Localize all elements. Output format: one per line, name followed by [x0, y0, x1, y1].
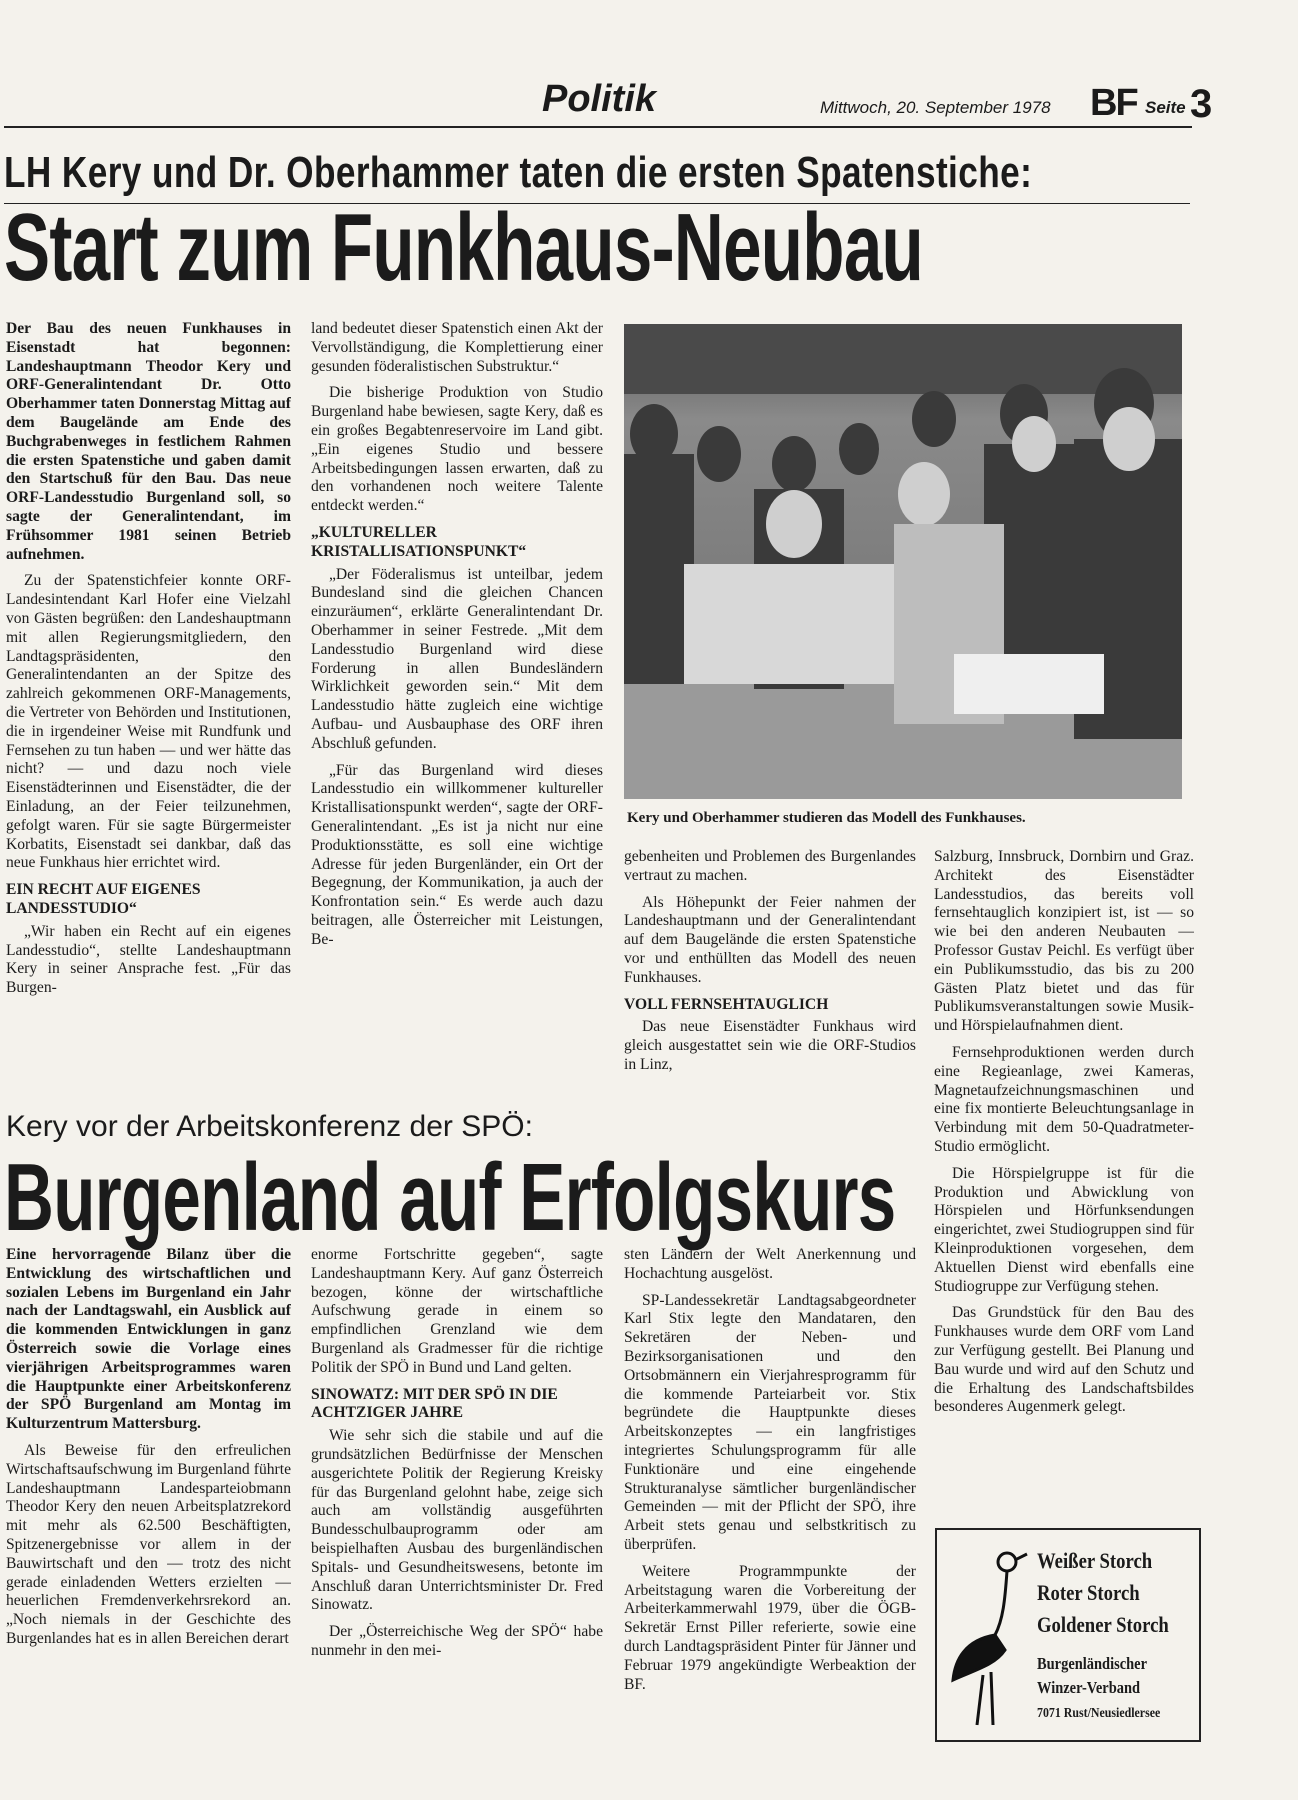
- article1-column-3: [624, 848, 916, 1098]
- article1-paragraph: „Der Föderalismus ist unteilbar, jedem Bundesland sind die gleichen Chancen einzuräumen“, erklärte Generalintendant Dr. Oberhammer in seiner Festrede. „Mit dem Landesstudio Burgenland wird diese Forderung in allen Bundesländern Wirklichkeit geworden sein.“ Mit dem Landesstudio hätte zugleich eine wichtige Aufbau- und Ausbauphase des ORF ihren Abschluß gefunden.: [311, 565, 603, 752]
- article1-subheading: EIN RECHT AUF EIGENES LANDESSTUDIO“: [6, 881, 201, 917]
- article2-column-3: [624, 1246, 916, 1736]
- article1-column-1: [6, 320, 291, 1070]
- article2-column-2: [311, 1246, 603, 1776]
- article1-paragraph: Salzburg, Innsbruck, Dornbirn und Graz. Architekt des Eisenstädter Landesstudios, das bereits voll fernsehtauglich konzipiert ist, ist — so wie bei den anderen Neubauten — Professor Gustav Peichl. Es verfügt über ein Publikumsstudio, das bis zu 200 Gästen Platz bietet und das für Publikumsveranstaltungen sowie Musik- und Hörspielaufnahmen dient.: [934, 848, 1194, 1035]
- article2-subheading: SINOWATZ: MIT DER SPÖ IN DIE ACHTZIGER JAHRE: [311, 1385, 558, 1422]
- article1-paragraph: Zu der Spatenstichfeier konnte ORF-Landesintendant Karl Hofer eine Vielzahl von Gästen begrüßen: den Landeshauptmann mit allen Regierungsmitgliedern, den Landtagspräsidenten, den Generalintendanten an der Spitze des zahlreich gekommenen ORF-Managements, die Vertreter von Behörden und Institutionen, die in irgendeiner Weise mit Rundfunk und Fernsehen zu tun haben — und wer hätte das nicht? — und dazu noch viele Eisenstädterinnen und Eisenstädter, die der Einladung, an der Feier teilzunehmen, gefolgt waren. Für sie sagte Bürgermeister Korbatits, Eisenstadt sei dankbar, daß das neue Funkhaus hier errichtet wird.: [6, 572, 291, 872]
- article2-paragraph: Weitere Programmpunkte der Arbeitstagung waren die Vorbereitung der Arbeiterkammerwahl 1979, über die ÖGB-Sekretär Ernst Piller referierte, sowie eine durch Landtagspräsident Pinter für Jänner und Februar 1979 angekündigte Werbeaktion der BF.: [624, 1562, 916, 1693]
- article2-paragraph: enorme Fortschritte gegeben“, sagte Landeshauptmann Kery. Auf ganz Österreich bezogen, könne der wirtschaftliche Aufschwung gerade in einem so empfindlichen Grenzland wie dem Burgenland als Gradmesser für die richtige Politik der SPÖ in Bund und Land gelten.: [311, 1246, 603, 1376]
- article1-paragraph: Das neue Eisenstädter Funkhaus wird gleich ausgestattet sein wie die ORF-Studios in Linz,: [624, 1018, 916, 1073]
- advert-line-1: Weißer Storch: [1037, 1548, 1153, 1573]
- article1-lead: Der Bau des neuen Funkhauses in Eisenstadt hat begonnen: Landeshauptmann Theodor Kery und ORF-Generalintendant Dr. Otto Oberhammer taten Donnerstag Mittag auf dem Baugelände am Ende des Buchgrabenweges in festlichem Rahmen die ersten Spatenstiche und gaben damit den Startschuß für den Bau. Das neue ORF-Landesstudio Burgenland soll, so sagte der Generalintendant, im Frühsommer 1981 seinen Betrieb aufnehmen.: [6, 320, 291, 563]
- stork-icon: [945, 1540, 1031, 1730]
- issue-date: Mittwoch, 20. September 1978: [820, 98, 1051, 117]
- news-photo: [624, 324, 1182, 799]
- article1-paragraph: „Für das Burgenland wird dieses Landesstudio ein willkommener kultureller Kristallisationspunkt werden“, sagte der ORF-Generalintendant. „Es ist ja nicht nur eine Produktionsstätte, es soll eine wichtige Adresse für jeden Burgenländer, ein Ort der Begegnung, der Kommunikation, ja auch der Konfrontation sein.“ Es werde auch dazu beitragen, alle Österreicher mit Leistungen, Be-: [311, 761, 603, 948]
- advert-line-5: Winzer-Verband: [1037, 1678, 1141, 1697]
- page-label: Seite: [1145, 98, 1186, 117]
- newspaper-logo: BF: [1090, 82, 1137, 124]
- article2-paragraph: SP-Landessekretär Landtagsabgeordneter Karl Stix legte den Mandataren, den Sekretären der Neben- und Bezirksorganisationen und den Ortsobmännern ein Vierjahresprogramm für die kommende Parteiarbeit vor. Stix begründete die Hauptpunkte dieses Arbeitskonzeptes — ein langfristiges integriertes Schulungsprogramm für alle Funktionäre und eine eingehende Strukturanalyse sämtlicher burgenländischer Gemeinden — mit der Pflicht der SPÖ, ihre Arbeit stets genau und selbstkritisch zu überprüfen.: [624, 1291, 916, 1553]
- article2-column-1: [6, 1246, 291, 1776]
- photo-caption: Kery und Oberhammer studieren das Modell des Funkhauses.: [627, 810, 1026, 826]
- article2-kicker: Kery vor der Arbeitskonferenz der SPÖ:: [6, 1110, 533, 1143]
- article2-lead: Eine hervorragende Bilanz über die Entwicklung des wirtschaftlichen und sozialen Lebens im Burgenland ein Jahr nach der Landtagswahl, ein Ausblick auf die kommenden Entwicklungen in ganz Österreich sowie die Vorlage eines vierjährigen Arbeitsprogrammes waren die Hauptpunkte einer Arbeitskonferenz der SPÖ Burgenland am Montag im Kulturzentrum Mattersburg.: [6, 1246, 291, 1433]
- photo-image: [624, 324, 1182, 799]
- article1-subheading: „KULTURELLER KRISTALLISATIONSPUNKT“: [311, 523, 527, 560]
- article1-paragraph: gebenheiten und Problemen des Burgenlandes vertraut zu machen.: [624, 848, 916, 884]
- advert-line-2: Roter Storch: [1037, 1580, 1140, 1605]
- article2-paragraph: sten Ländern der Welt Anerkennung und Hochachtung ausgelöst.: [624, 1246, 916, 1282]
- article1-paragraph: Das Grundstück für den Bau des Funkhauses wurde dem ORF vom Land zur Verfügung gestellt. Bei Planung und Bau wurde und wird auf den Schutz und die Erhaltung des Landschaftsbildes besonderes Augenmerk gelegt.: [934, 1304, 1194, 1416]
- article1-subheading: VOLL FERNSEHTAUGLICH: [624, 995, 829, 1013]
- article2-headline: Burgenland auf Erfolgskurs: [4, 1144, 896, 1251]
- advert-line-6: 7071 Rust/Neusiedlersee: [1037, 1706, 1161, 1721]
- article1-kicker: LH Kery und Dr. Oberhammer taten die ersten Spatenstiche:: [4, 148, 1033, 197]
- article1-headline: Start zum Funkhaus-Neubau: [4, 194, 924, 301]
- article1-paragraph: Die bisherige Produktion von Studio Burgenland habe bewiesen, sagte Kery, daß es ein großes Begabtenreservoire im Land gibt. „Ein eigenes Studio und bessere Arbeitsbedingungen lassen erwarten, daß zu den vorhandenen noch weitere Talente entdeckt werden.“: [311, 384, 603, 515]
- article1-paragraph: „Wir haben ein Recht auf ein eigenes Landesstudio“, stellte Landeshauptmann Kery in seiner Ansprache fest. „Für das Burgen-: [6, 922, 291, 997]
- article1-paragraph: Fernsehproduktionen werden durch eine Regieanlage, zwei Kameras, Magnetaufzeichnungsmaschinen und eine fix montierte Beleuchtungsanlage in Verbindung mit dem 50-Quadratmeter-Studio ermöglicht.: [934, 1043, 1194, 1155]
- advert-line-3: Goldener Storch: [1037, 1612, 1169, 1637]
- article2-paragraph: Der „Österreichische Weg der SPÖ“ habe nunmehr in den mei-: [311, 1623, 603, 1659]
- article2-paragraph: Wie sehr sich die stabile und auf die grundsätzlichen Bedürfnisse der Menschen ausgerichtete Politik der Regierung Kreisky für das Burgenland gelohnt habe, zeige sich auch am vollständig ausgeführten Bundesschulbauprogramm oder am beispielhaften Ausbau des burgenländischen Spitals- und Gesundheitswesens, betonte im Anschluß daran Unterrichtsminister Dr. Fred Sinowatz.: [311, 1427, 603, 1614]
- article1-paragraph: Die Hörspielgruppe ist für die Produktion und Abwicklung von Hörspielen und Hörfunksendungen eingerichtet, zwei Studiogruppen sind für Kleinproduktionen vorgesehen, dem Aktuellen Dienst wird ebenfalls eine Studiogruppe zur Verfügung stehen.: [934, 1164, 1194, 1295]
- header-rule: [4, 126, 1192, 128]
- article2-paragraph: Als Beweise für den erfreulichen Wirtschaftsaufschwung im Burgenland führte Landeshauptmann Landesparteiobmann Theodor Kery den neuen Arbeitsplatzrekord mit mehr als 62.500 Beschäftigten, Spitzenergebnisse vor allem in der Bauwirtschaft und den — trotz des nicht gerade einladenden Wetters erzielten — heuerlichen Fremdenverkehrsrekord an. „Noch niemals in der Geschichte des Burgenlandes hat es in allen Bereichen derart: [6, 1441, 291, 1647]
- stork-wine-advert: [935, 1528, 1201, 1742]
- page-number: 3: [1190, 82, 1213, 126]
- advert-line-4: Burgenländischer: [1037, 1654, 1147, 1673]
- article1-column-2: [311, 320, 603, 1090]
- section-title: Politik: [542, 78, 657, 120]
- article1-paragraph: Als Höhepunkt der Feier nahmen der Landeshauptmann und der Generalintendant auf dem Baugelände die ersten Spatenstiche vor und enthüllten das Modell des neuen Funkhauses.: [624, 893, 916, 986]
- article1-paragraph: land bedeutet dieser Spatenstich einen Akt der Vervollständigung, die Komplettierung einer gesunden föderalistischen Substruktur.“: [311, 320, 603, 375]
- article1-column-4: [934, 848, 1194, 1513]
